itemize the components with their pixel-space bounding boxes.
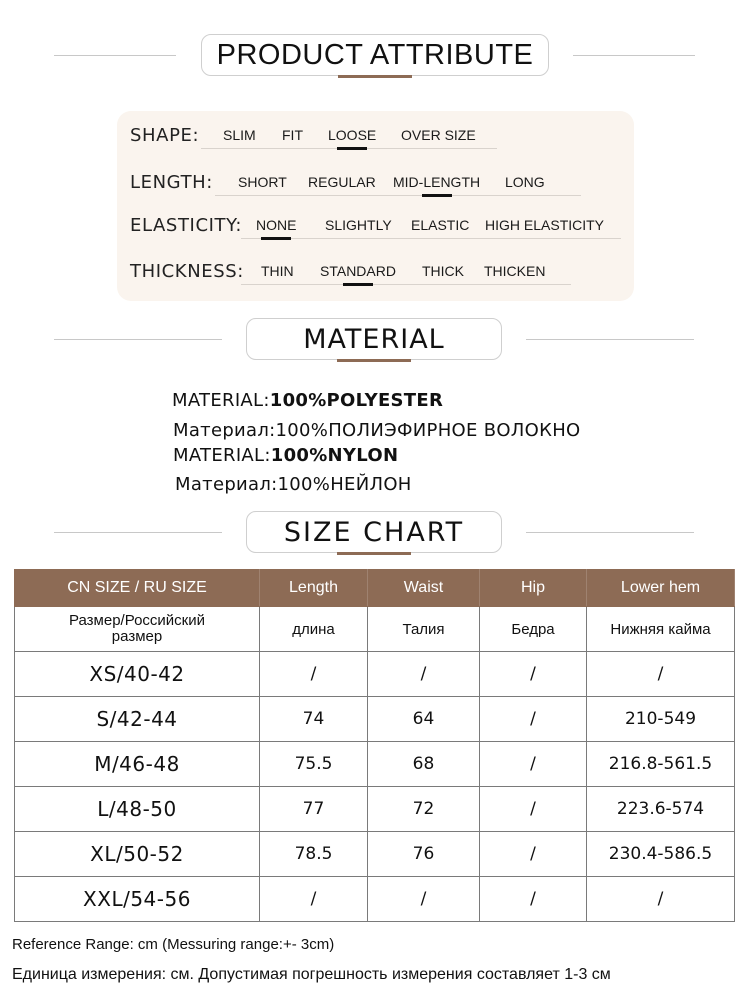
attribute-row-thickness — [117, 259, 634, 289]
cell-length: 78.5 — [260, 832, 368, 877]
attribute-panel — [117, 111, 634, 301]
attribute-option: SLIM — [223, 127, 256, 143]
material-key: MATERIAL: — [173, 445, 271, 466]
attribute-row-length — [117, 170, 634, 200]
attribute-rule — [215, 195, 581, 196]
attribute-row-shape — [117, 123, 634, 153]
column-header-waist: Waist — [368, 570, 480, 607]
divider-right — [526, 532, 694, 533]
cell-size: XS/40-42 — [15, 652, 260, 697]
attribute-rule — [241, 284, 571, 285]
table-row — [15, 652, 735, 697]
section-title-pill — [201, 34, 549, 76]
section-title-pill — [246, 318, 502, 360]
table-row — [15, 742, 735, 787]
section-title: PRODUCT ATTRIBUTE — [216, 38, 534, 71]
cell-waist: 76 — [368, 832, 480, 877]
attribute-option-selected: STANDARD — [320, 263, 396, 279]
cell-size: XXL/54-56 — [15, 877, 260, 922]
table-row — [15, 697, 735, 742]
cell-hip: / — [480, 742, 587, 787]
note-reference-range: Reference Range: cm (Messuring range:+- 3cm) — [12, 936, 335, 953]
cell-size: XL/50-52 — [15, 832, 260, 877]
attribute-option: FIT — [282, 127, 303, 143]
attribute-option-selected: NONE — [256, 217, 297, 233]
cell-lower-hem: / — [587, 877, 735, 922]
material-value: 100%NYLON — [270, 445, 399, 466]
attribute-option: OVER SIZE — [401, 127, 476, 143]
material-line-ru-2 — [175, 474, 412, 495]
column-header-size: CN SIZE / RU SIZE — [15, 570, 260, 607]
cell-size: S/42-44 — [15, 697, 260, 742]
section-title: MATERIAL — [303, 323, 445, 355]
divider-left — [54, 339, 222, 340]
cell-length: 77 — [260, 787, 368, 832]
size-chart-header — [0, 511, 750, 555]
title-accent-bar — [337, 552, 411, 555]
material-key: Материал: — [175, 474, 278, 495]
cell-hip: / — [480, 697, 587, 742]
cell-size: M/46-48 — [15, 742, 260, 787]
cell-hip: / — [480, 787, 587, 832]
table-row — [15, 832, 735, 877]
product-attribute-header — [0, 34, 750, 78]
attribute-label: THICKNESS: — [130, 261, 244, 282]
table-header-row-ru — [15, 607, 735, 652]
cell-size: L/48-50 — [15, 787, 260, 832]
column-header-lower-hem: Lower hem — [587, 570, 735, 607]
cell-lower-hem: 210-549 — [587, 697, 735, 742]
cell-waist: / — [368, 652, 480, 697]
cell-hip: / — [480, 877, 587, 922]
material-key: Материал: — [173, 420, 276, 441]
material-line-en-2 — [173, 445, 398, 466]
divider-left — [54, 532, 222, 533]
cell-hip: / — [480, 832, 587, 877]
size-chart-table — [14, 569, 735, 922]
title-accent-bar — [338, 75, 412, 78]
cell-lower-hem: 223.6-574 — [587, 787, 735, 832]
note-measurement-ru: Единица измерения: см. Допустимая погрешность измерения составляет 1-3 см — [12, 966, 611, 983]
column-header-length-ru: длина — [260, 607, 368, 652]
divider-right — [526, 339, 694, 340]
column-header-hip-ru: Бедра — [480, 607, 587, 652]
attribute-option: SHORT — [238, 174, 287, 190]
attribute-option: THIN — [261, 263, 294, 279]
attribute-rule — [241, 238, 621, 239]
cell-length: / — [260, 652, 368, 697]
section-title: SIZE CHART — [283, 516, 465, 548]
material-line-en-1 — [172, 390, 443, 411]
attribute-option-selected: LOOSE — [328, 127, 377, 143]
material-value: 100%ПОЛИЭФИРНОЕ ВОЛОКНО — [275, 420, 581, 441]
material-value: 100%POLYESTER — [269, 390, 444, 411]
attribute-option: SLIGHTLY — [325, 217, 392, 233]
column-header-length: Length — [260, 570, 368, 607]
cell-length: / — [260, 877, 368, 922]
column-header-size-ru: Размер/Российский размер — [15, 607, 260, 652]
divider-left — [54, 55, 176, 56]
attribute-option: HIGH ELASTICITY — [485, 217, 605, 233]
table-row — [15, 877, 735, 922]
attribute-label: SHAPE: — [130, 125, 200, 146]
cell-lower-hem: 230.4-586.5 — [587, 832, 735, 877]
cell-lower-hem: / — [587, 652, 735, 697]
column-header-lower-hem-ru: Нижняя кайма — [587, 607, 735, 652]
attribute-option: LONG — [505, 174, 545, 190]
cell-lower-hem: 216.8-561.5 — [587, 742, 735, 787]
cell-length: 74 — [260, 697, 368, 742]
attribute-option: ELASTIC — [411, 217, 470, 233]
table-header-row — [15, 570, 735, 607]
cell-waist: 64 — [368, 697, 480, 742]
material-key: MATERIAL: — [172, 390, 270, 411]
table-row — [15, 787, 735, 832]
material-value: 100%НЕЙЛОН — [277, 474, 412, 495]
cell-waist: 68 — [368, 742, 480, 787]
divider-right — [573, 55, 695, 56]
column-header-hip: Hip — [480, 570, 587, 607]
material-header — [0, 318, 750, 362]
cell-waist: 72 — [368, 787, 480, 832]
material-line-ru-1 — [173, 420, 581, 441]
cell-hip: / — [480, 652, 587, 697]
cell-length: 75.5 — [260, 742, 368, 787]
attribute-option: THICKEN — [484, 263, 546, 279]
cell-waist: / — [368, 877, 480, 922]
section-title-pill — [246, 511, 502, 553]
attribute-option-selected: MID-LENGTH — [393, 174, 481, 190]
title-accent-bar — [337, 359, 411, 362]
attribute-label: LENGTH: — [130, 172, 213, 193]
attribute-option: REGULAR — [308, 174, 376, 190]
attribute-row-elasticity — [117, 213, 634, 243]
column-header-waist-ru: Талия — [368, 607, 480, 652]
attribute-label: ELASTICITY: — [130, 215, 242, 236]
attribute-option: THICK — [422, 263, 464, 279]
